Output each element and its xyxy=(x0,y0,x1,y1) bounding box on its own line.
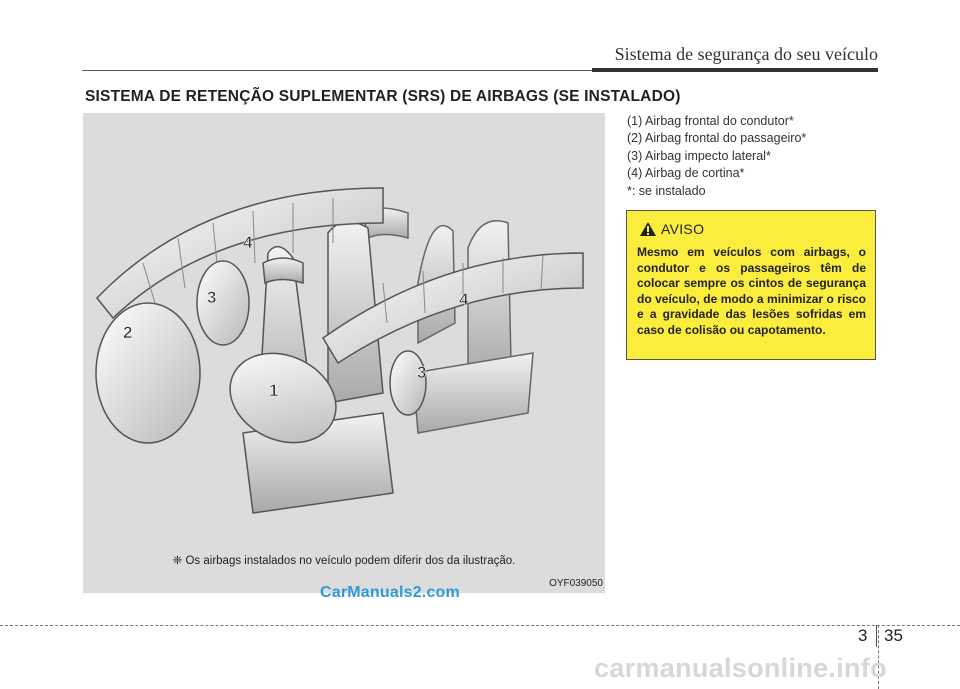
warning-text: Mesmo em veículos com airbags, o condutor e os passageiros têm de colocar sempre os cintos de segurança do veículo, de modo a minimizar o risco e a gravidade das lesões sofridas em caso de colisão ou capotamento. xyxy=(637,245,866,337)
warning-header xyxy=(639,221,704,237)
footer-rule xyxy=(0,625,960,626)
side-airbag-front xyxy=(197,261,249,345)
legend-item: (2) Airbag frontal do passageiro* xyxy=(627,131,807,146)
side-airbag-rear xyxy=(390,351,426,415)
airbag-legend xyxy=(627,113,806,200)
watermark-bottom[interactable]: carmanualsonline.info xyxy=(594,653,887,683)
callout-2: 2 xyxy=(123,323,133,342)
passenger-front-airbag xyxy=(96,303,200,443)
legend-item: (3) Airbag impecto lateral* xyxy=(627,148,771,163)
warning-box xyxy=(626,210,876,360)
figure-note: ❈ Os airbags instalados no veículo podem diferir dos da ilustração. xyxy=(172,555,516,567)
callout-4-front: 4 xyxy=(243,233,253,252)
page-number: 35 xyxy=(884,626,903,645)
airbag-drawing xyxy=(83,113,605,593)
airbag-illustration xyxy=(83,113,605,593)
callout-4-rear: 4 xyxy=(459,290,469,309)
legend-footnote: *: se instalado xyxy=(627,183,706,198)
warning-title: AVISO xyxy=(661,221,705,237)
callout-3-rear: 3 xyxy=(417,363,427,382)
callout-1: 1 xyxy=(269,381,279,400)
header-rule-accent xyxy=(592,68,878,72)
header-rule xyxy=(82,70,592,71)
figure-code: OYF039050 xyxy=(549,578,603,589)
legend-item: (4) Airbag de cortina* xyxy=(627,166,745,181)
section-title: SISTEMA DE RETENÇÃO SUPLEMENTAR (SRS) DE AIRBAGS (SE INSTALADO) xyxy=(85,88,681,105)
legend-item: (1) Airbag frontal do condutor* xyxy=(627,114,794,128)
warning-icon xyxy=(639,221,657,237)
running-header: Sistema de segurança do seu veículo xyxy=(614,44,878,64)
page-number-divider xyxy=(876,625,877,647)
callout-3-front: 3 xyxy=(207,288,217,307)
watermark-top[interactable]: CarManuals2.com xyxy=(320,584,460,601)
page-chapter: 3 xyxy=(858,626,868,645)
